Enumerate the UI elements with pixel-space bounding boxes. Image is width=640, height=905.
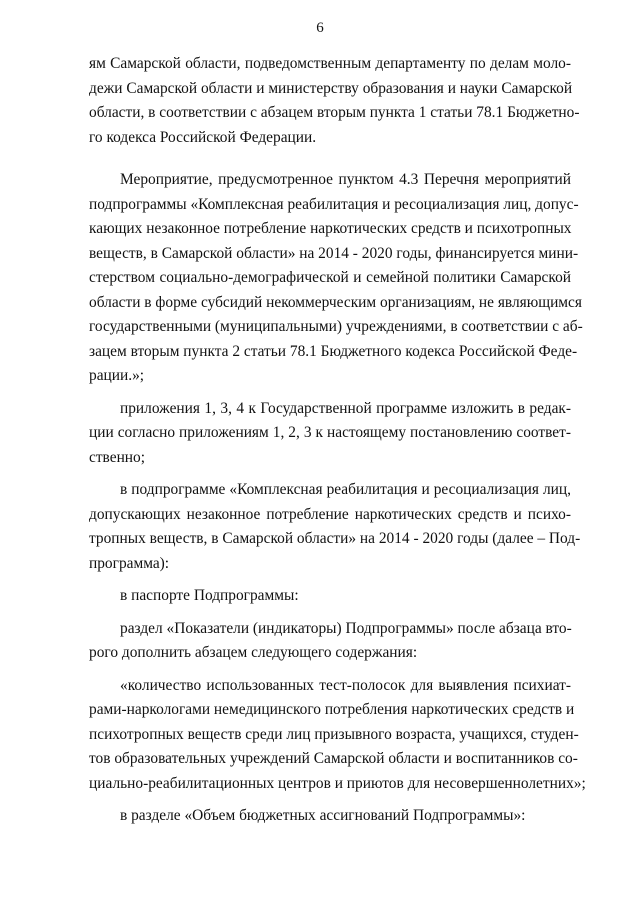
text-line: «количество использованных тест-полосок для выявления психиат- <box>120 676 571 694</box>
text-line: стерством социально-демографической и семейной политики Самарской <box>89 269 571 286</box>
text-line: тропных веществ, в Самарской области» на 2014 - 2020 годы (далее – Под- <box>89 530 581 547</box>
text-line: кающих незаконное потребление наркотических средств и психотропных <box>89 220 572 237</box>
text-line: циально-реабилитационных центров и приютов для несовершеннолетних»; <box>89 774 586 792</box>
text-line: рого дополнить абзацем следующего содержания: <box>89 644 418 661</box>
document-body <box>89 52 586 829</box>
paragraph <box>89 617 571 666</box>
text-line: тов образовательных учреждений Самарской области и воспитанников со- <box>89 750 578 767</box>
text-line: психотропных веществ среди лиц призывного возраста, учащихся, студен- <box>89 725 579 743</box>
text-line: рами-наркологами немедицинского потребления наркотических средств и <box>89 701 575 718</box>
paragraph <box>89 674 586 797</box>
page-number: 6 <box>316 20 324 36</box>
text-line: области в форме субсидий некоммерческим организациям, не являющимся <box>89 293 582 311</box>
text-line: го кодекса Российской Федерации. <box>89 128 317 146</box>
paragraph <box>89 397 571 471</box>
text-line: Мероприятие, предусмотренное пунктом 4.3 Перечня мероприятий <box>120 171 571 188</box>
text-line: в разделе «Объем бюджетных ассигнований Подпрограммы»: <box>120 807 526 824</box>
paragraph <box>89 478 581 576</box>
text-line: дежи Самарской области и министерству образования и науки Самарской <box>89 79 573 97</box>
text-line: раздел «Показатели (индикаторы) Подпрограммы» после абзаца вто- <box>120 619 572 637</box>
text-line: ственно; <box>89 448 146 466</box>
paragraph <box>89 168 583 389</box>
text-line: зацем вторым пункта 2 статьи 78.1 Бюджетного кодекса Российской Феде- <box>89 342 578 360</box>
text-line: приложения 1, 3, 4 к Государственной программе изложить в редак- <box>120 399 571 417</box>
paragraph <box>89 804 571 829</box>
text-line: в подпрограмме «Комплексная реабилитация и ресоциализация лиц, <box>120 481 571 498</box>
text-line: подпрограммы «Комплексная реабилитация и ресоциализация лиц, допус- <box>89 195 579 213</box>
paragraph <box>89 52 580 150</box>
text-line: рации.»; <box>89 367 145 384</box>
text-line: ям Самарской области, подведомственным департаменту по делам моло- <box>89 55 571 72</box>
text-line: в паспорте Подпрограммы: <box>120 587 299 604</box>
paragraph <box>89 584 571 609</box>
text-line: ции согласно приложениям 1, 2, 3 к настоящему постановлению соответ- <box>89 424 571 441</box>
text-line: программа): <box>89 554 170 572</box>
text-line: допускающих незаконное потребление наркотических средств и психо- <box>89 505 571 523</box>
text-line: веществ, в Самарской области» на 2014 - 2020 годы, финансируется мини- <box>89 244 579 262</box>
text-line: государственными (муниципальными) учреждениями, в соответствии с аб- <box>89 318 583 335</box>
text-line: области, в соответствии с абзацем вторым пункта 1 статьи 78.1 Бюджетно- <box>89 104 580 121</box>
